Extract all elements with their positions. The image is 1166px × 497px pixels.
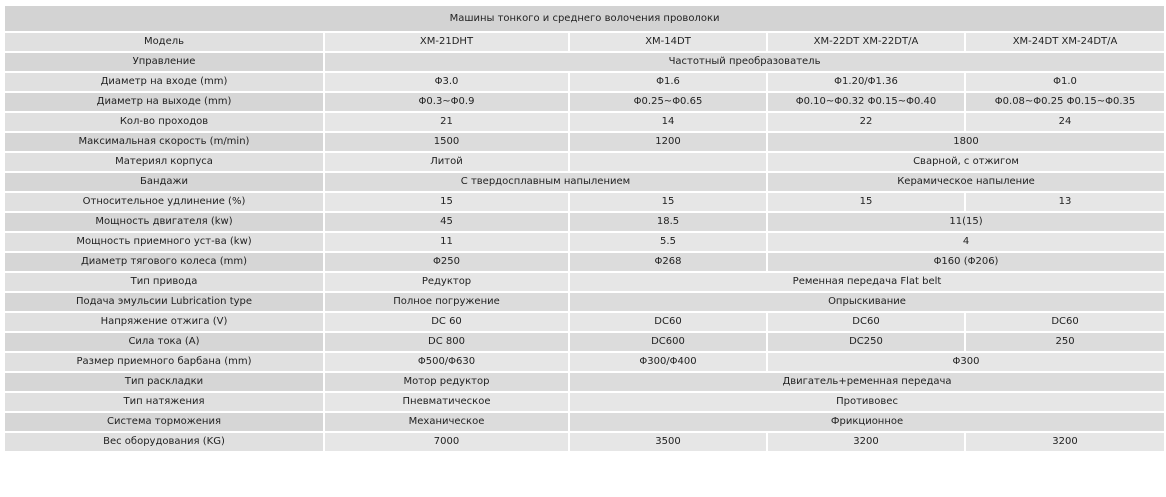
table-cell: DC60 — [965, 312, 1165, 332]
table-cell: 1800 — [767, 132, 1165, 152]
table-row — [4, 432, 1165, 452]
table-cell: Φ0.3~Φ0.9 — [324, 92, 569, 112]
table-cell: Φ268 — [569, 252, 767, 272]
row-label: Относительное удлинение (%) — [4, 192, 324, 212]
row-label: Сила тока (A) — [4, 332, 324, 352]
table-cell: Пневматическое — [324, 392, 569, 412]
row-label: Подача эмульсии Lubrication type — [4, 292, 324, 312]
table-cell — [569, 152, 767, 172]
table-row — [4, 112, 1165, 132]
table-cell: 22 — [767, 112, 965, 132]
table-cell: Φ0.08~Φ0.25 Φ0.15~Φ0.35 — [965, 92, 1165, 112]
table-cell: 14 — [569, 112, 767, 132]
table-cell: Частотный преобразователь — [324, 52, 1165, 72]
table-cell: 18.5 — [569, 212, 767, 232]
table-cell: Керамическое напыление — [767, 172, 1165, 192]
table-cell: 11(15) — [767, 212, 1165, 232]
table-cell: 15 — [569, 192, 767, 212]
table-cell: DC 800 — [324, 332, 569, 352]
table-cell: Φ1.20/Φ1.36 — [767, 72, 965, 92]
table-row — [4, 292, 1165, 312]
title-row — [4, 5, 1165, 32]
table-cell: 250 — [965, 332, 1165, 352]
table-row — [4, 312, 1165, 332]
table-cell: DC60 — [767, 312, 965, 332]
table-row — [4, 152, 1165, 172]
row-label: Диаметр на входе (mm) — [4, 72, 324, 92]
table-cell: 3200 — [767, 432, 965, 452]
table-row — [4, 212, 1165, 232]
table-row — [4, 392, 1165, 412]
table-row — [4, 72, 1165, 92]
row-label: Диаметр тягового колеса (mm) — [4, 252, 324, 272]
table-row — [4, 192, 1165, 212]
table-cell: DC 60 — [324, 312, 569, 332]
table-cell: Φ300 — [767, 352, 1165, 372]
row-label: Бандажи — [4, 172, 324, 192]
table-cell: 1500 — [324, 132, 569, 152]
table-cell: DC250 — [767, 332, 965, 352]
table-cell: Φ1.0 — [965, 72, 1165, 92]
row-label: Мощность приемного уст-ва (kw) — [4, 232, 324, 252]
table-cell: 45 — [324, 212, 569, 232]
table-cell: Φ0.10~Φ0.32 Φ0.15~Φ0.40 — [767, 92, 965, 112]
table-row — [4, 252, 1165, 272]
header-row — [4, 32, 1165, 52]
table-row — [4, 352, 1165, 372]
row-label: Тип привода — [4, 272, 324, 292]
table-cell: Φ1.6 — [569, 72, 767, 92]
row-label: Материял корпуса — [4, 152, 324, 172]
table-cell: 11 — [324, 232, 569, 252]
table-cell: 15 — [324, 192, 569, 212]
row-label: Напряжение отжига (V) — [4, 312, 324, 332]
table-row — [4, 332, 1165, 352]
table-cell: С твердосплавным напылением — [324, 172, 767, 192]
table-cell: Φ500/Φ630 — [324, 352, 569, 372]
table-cell: Φ3.0 — [324, 72, 569, 92]
row-label: Мощность двигателя (kw) — [4, 212, 324, 232]
table-cell: Φ250 — [324, 252, 569, 272]
table-row — [4, 372, 1165, 392]
table-cell: Механическое — [324, 412, 569, 432]
table-cell: Опрыскивание — [569, 292, 1165, 312]
table-cell: Редуктор — [324, 272, 569, 292]
table-cell: Мотор редуктор — [324, 372, 569, 392]
table-cell: 24 — [965, 112, 1165, 132]
table-cell: Двигатель+ременная передача — [569, 372, 1165, 392]
table-row — [4, 172, 1165, 192]
row-label: Диаметр на выходе (mm) — [4, 92, 324, 112]
table-cell: 1200 — [569, 132, 767, 152]
table-cell: DC600 — [569, 332, 767, 352]
row-label: Вес оборудования (KG) — [4, 432, 324, 452]
row-label: Тип раскладки — [4, 372, 324, 392]
table-cell: Противовес — [569, 392, 1165, 412]
table-cell: Фрикционное — [569, 412, 1165, 432]
spec-table — [3, 4, 1166, 453]
header-label: Модель — [4, 32, 324, 52]
table-row — [4, 52, 1165, 72]
table-cell: Ременная передача Flat belt — [569, 272, 1165, 292]
table-cell: 21 — [324, 112, 569, 132]
table-cell: DC60 — [569, 312, 767, 332]
row-label: Максимальная скорость (m/min) — [4, 132, 324, 152]
model-header: XM-22DT XM-22DT/A — [767, 32, 965, 52]
table-row — [4, 92, 1165, 112]
table-cell: Полное погружение — [324, 292, 569, 312]
row-label: Тип натяжения — [4, 392, 324, 412]
table-cell: Φ160 (Φ206) — [767, 252, 1165, 272]
table-cell: Литой — [324, 152, 569, 172]
table-cell: 5.5 — [569, 232, 767, 252]
table-cell: 3200 — [965, 432, 1165, 452]
table-row — [4, 412, 1165, 432]
model-header: XM-21DHT — [324, 32, 569, 52]
table-cell: 7000 — [324, 432, 569, 452]
table-row — [4, 232, 1165, 252]
row-label: Размер приемного барбана (mm) — [4, 352, 324, 372]
row-label: Система торможения — [4, 412, 324, 432]
model-header: XM-24DT XM-24DT/A — [965, 32, 1165, 52]
table-row — [4, 132, 1165, 152]
row-label: Управление — [4, 52, 324, 72]
table-cell: Φ0.25~Φ0.65 — [569, 92, 767, 112]
model-header: XM-14DT — [569, 32, 767, 52]
table-cell: Сварной, с отжигом — [767, 152, 1165, 172]
table-cell: 4 — [767, 232, 1165, 252]
table-cell: 15 — [767, 192, 965, 212]
table-title: Машины тонкого и среднего волочения проволоки — [4, 5, 1165, 32]
table-row — [4, 272, 1165, 292]
row-label: Кол-во проходов — [4, 112, 324, 132]
table-cell: 3500 — [569, 432, 767, 452]
table-cell: Φ300/Φ400 — [569, 352, 767, 372]
table-cell: 13 — [965, 192, 1165, 212]
